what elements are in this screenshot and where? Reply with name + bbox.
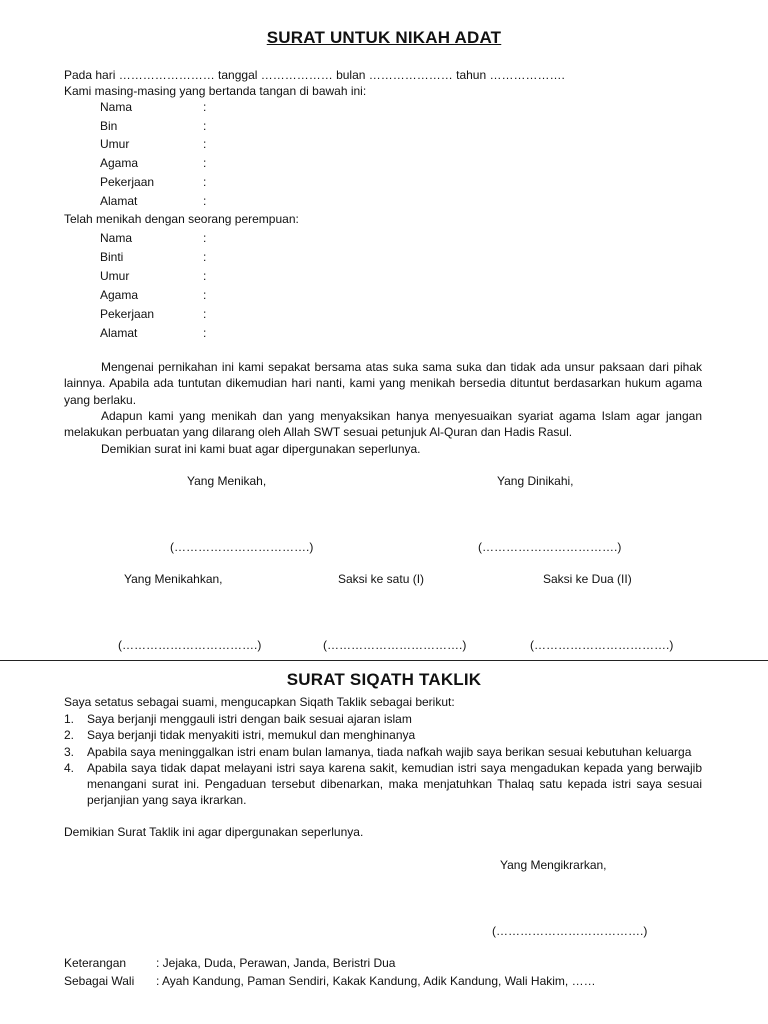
field-label: Umur	[100, 269, 130, 283]
field-label: Umur	[100, 137, 130, 151]
field-colon: :	[203, 137, 207, 151]
field-label: Bin	[100, 119, 118, 133]
signature-blank-groom: (…………………………….)	[170, 540, 314, 554]
field-label: Pekerjaan	[100, 175, 155, 189]
date-line: Pada hari …………………… tanggal ……………… bulan ………………… tahun ……………….	[64, 68, 565, 82]
keterangan-value: : Jejaka, Duda, Perawan, Janda, Beristri Dua	[156, 956, 396, 970]
list-text: Saya berjanji tidak menyakiti istri, memukul dan menghinanya	[87, 728, 416, 743]
list-number: 3.	[64, 744, 75, 759]
list-item	[64, 744, 702, 760]
field-label: Binti	[100, 250, 124, 264]
wali-value: : Ayah Kandung, Paman Sendiri, Kakak Kandung, Adik Kandung, Wali Hakim, ……	[156, 974, 596, 988]
taklik-list	[64, 711, 702, 809]
list-number: 4.	[64, 760, 75, 775]
signature-blank-bride: (…………………………….)	[478, 540, 622, 554]
field-colon: :	[203, 194, 207, 208]
witness-2-label: Saksi ke Dua (II)	[543, 572, 632, 586]
signature-blank-witness-1: (…………………………….)	[323, 638, 467, 652]
taklik-signer-label: Yang Mengikrarkan,	[500, 858, 607, 872]
list-item	[64, 760, 702, 809]
list-text: Apabila saya meninggalkan istri enam bulan lamanya, tiada nafkah wajib saya berikan sesuai kebutuhan keluarga	[87, 744, 692, 759]
married-with-line: Telah menikah dengan seorang perempuan:	[64, 212, 299, 226]
list-item	[64, 711, 702, 727]
witness-1-label: Saksi ke satu (I)	[338, 572, 425, 586]
field-label: Pekerjaan	[100, 307, 155, 321]
wali-label: Sebagai Wali	[64, 974, 135, 988]
field-label: Alamat	[100, 194, 138, 208]
list-number: 2.	[64, 728, 75, 743]
paragraph-syariat: Adapun kami yang menikah dan yang menyaksikan hanya menyesuaikan syariat agama Islam agar jangan melakukan perbuatan yang dilarang oleh Allah SWT sesuai petunjuk Al-Quran dan Hadis Rasul.	[64, 409, 702, 440]
section-divider	[0, 660, 768, 661]
list-item	[64, 727, 702, 743]
field-colon: :	[203, 175, 207, 189]
field-colon: :	[203, 100, 207, 114]
field-colon: :	[203, 250, 207, 264]
taklik-intro: Saya setatus sebagai suami, mengucapkan Siqath Taklik sebagai berikut:	[64, 695, 455, 709]
list-text: Apabila saya tidak dapat melayani istri saya karena sakit, kemudian istri saya mengadukan kepada yang berwajib menangani surat ini. Pengaduan tersebut dibenarkan, maka menjatuhkan Thalaq satu kepada istri saya sesuai perjanjian yang saya ikrarkan.	[87, 760, 702, 808]
field-colon: :	[203, 307, 207, 321]
field-colon: :	[203, 156, 207, 170]
field-colon: :	[203, 231, 207, 245]
signature-blank-witness-2: (…………………………….)	[530, 638, 674, 652]
intro-line: Kami masing-masing yang bertanda tangan di bawah ini:	[64, 84, 367, 98]
keterangan-label: Keterangan	[64, 956, 127, 970]
taklik-closing: Demikian Surat Taklik ini agar dipergunakan seperlunya.	[64, 825, 364, 839]
paragraph-agreement: Mengenai pernikahan ini kami sepakat bersama atas suka sama suka dan tidak ada unsur paksaan dari pihak lainnya. Apabila ada tuntutan dikemudian hari nanti, kami yang menikah bersedia dituntut berdasarkan hukum agama yang berlaku.	[64, 360, 702, 407]
field-label: Agama	[100, 288, 139, 302]
paragraph-closing: Demikian surat ini kami buat agar dipergunakan seperlunya.	[101, 442, 421, 456]
field-label: Alamat	[100, 326, 138, 340]
field-colon: :	[203, 288, 207, 302]
field-label: Nama	[100, 100, 133, 114]
field-colon: :	[203, 326, 207, 340]
list-number: 1.	[64, 712, 75, 726]
signer-groom-label: Yang Menikah,	[187, 474, 267, 488]
signer-wali-label: Yang Menikahkan,	[124, 572, 223, 586]
signer-bride-label: Yang Dinikahi,	[497, 474, 574, 488]
list-text: Saya berjanji menggauli istri dengan baik sesuai ajaran islam	[87, 712, 412, 726]
field-colon: :	[203, 119, 207, 133]
nikah-title: SURAT UNTUK NIKAH ADAT	[266, 28, 502, 47]
signature-blank-taklik: (……………………………….)	[492, 924, 648, 938]
field-label: Nama	[100, 231, 133, 245]
field-label: Agama	[100, 156, 139, 170]
taklik-title: SURAT SIQATH TAKLIK	[286, 670, 482, 689]
field-colon: :	[203, 269, 207, 283]
signature-blank-wali: (…………………………….)	[118, 638, 262, 652]
